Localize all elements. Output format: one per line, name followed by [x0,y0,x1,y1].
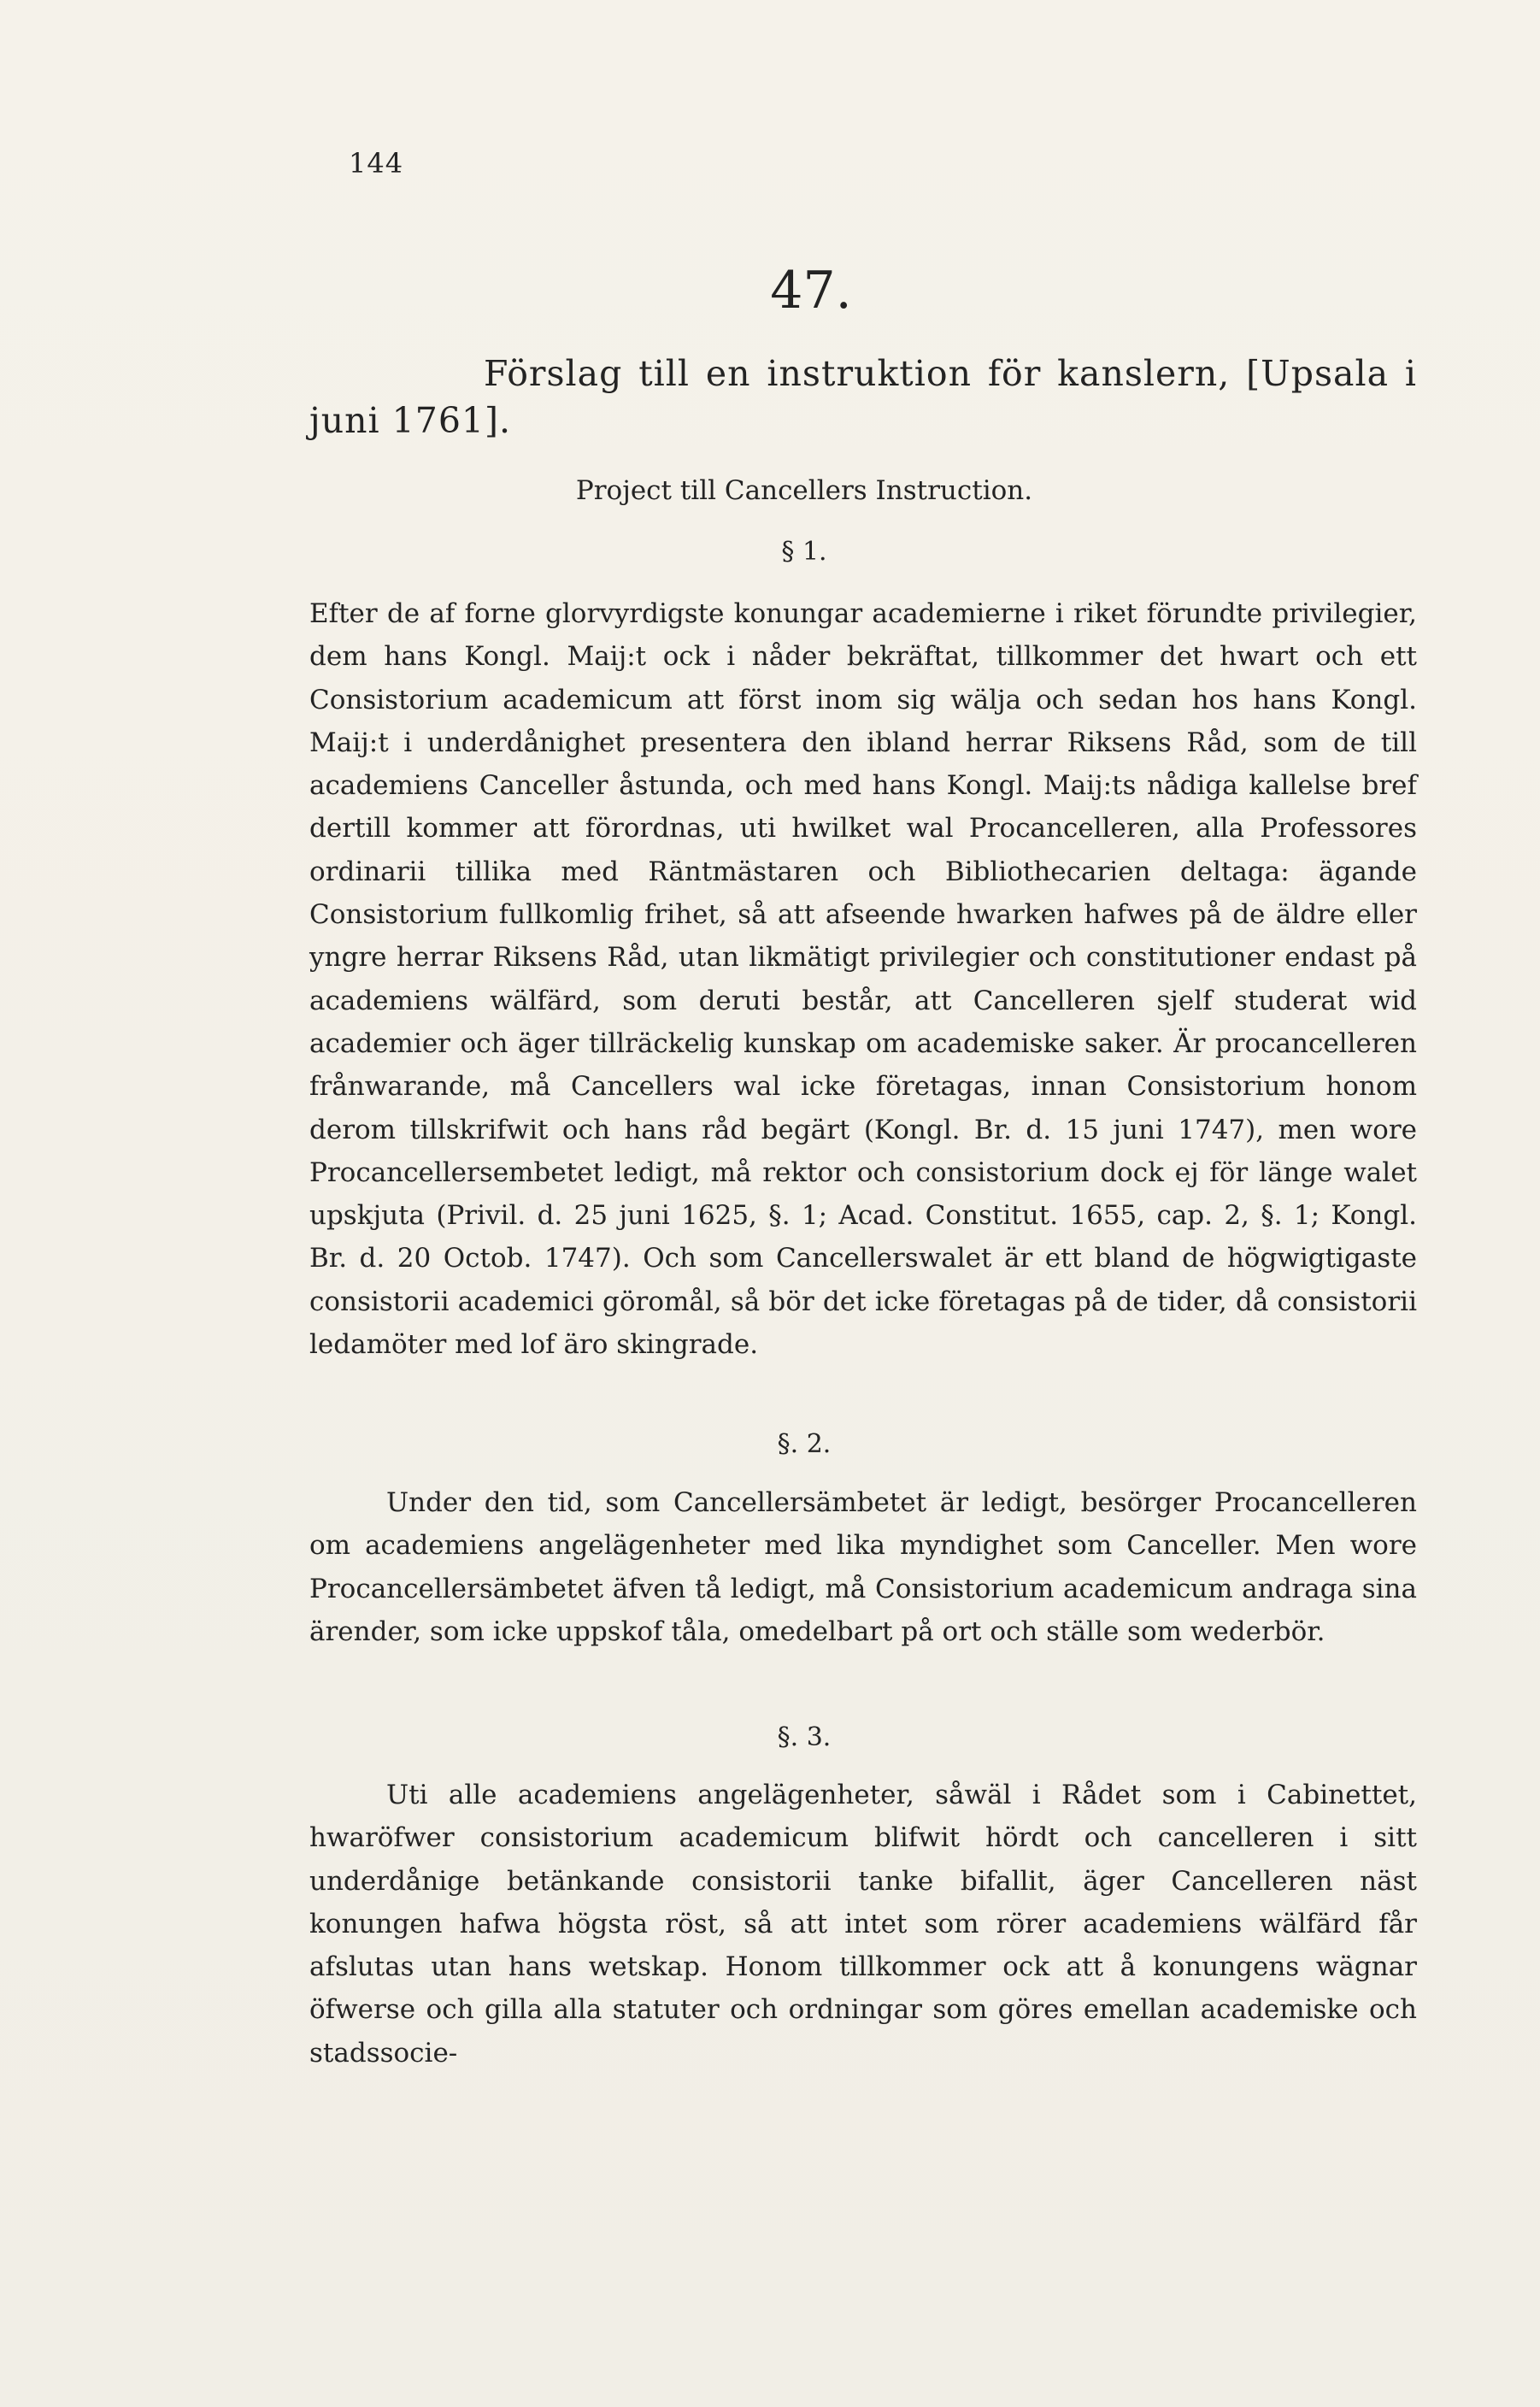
document-number: 47. [770,261,852,321]
section-mark-2: §. 2. [777,1429,832,1459]
section-mark-3: §. 3. [777,1722,832,1752]
section-paragraph-3: Uti alle academiens angelägenheter, såwäl i Rådet som i Cabinettet, hwaröfwer consistorium academicum blifwit hördt och cancelleren i sitt underdånige betänkande consistorii tanke bifallit, äger Cancelleren näst konungen hafwa högsta röst, så att intet som rörer academiens wälfärd får afslutas utan hans wetskap. Honom tillkommer ock att å konungens wägnar öfwerse och gilla alla statuter och ordningar som göres emellan academiske och stadssocie- [309,1780,1417,2069]
document-heading: Förslag till en instruktion för kanslern, [Upsala i juni 1761]. [309,353,1417,441]
page-number: 144 [349,147,404,179]
document-subtitle: Project till Cancellers Instruction. [575,475,1033,506]
section-paragraph-1: Efter de af forne glorvyrdigste konungar academierne i riket förundte privilegier, dem hans Kongl. Maij:t ock i nåder bekräftat, tillkommer det hwart och ett Consistorium academicum att först inom sig wälja och sedan hos hans Kongl. Maij:t i underdånighet presentera den ibland herrar Riksens Råd, som de till academiens Canceller åstunda, och med hans Kongl. Maij:ts nådiga kallelse bref dertill kommer att förordnas, uti hwilket wal Procancelleren, alla Professores ordinarii tillika med Räntmästaren och Bibliothecarien deltaga: ägande Consistorium fullkomlig frihet, så att afseende hwarken hafwes på de äldre eller yngre herrar Riksens Råd, utan likmätigt privilegier och constitutioner endast på academiens wälfärd, som deruti består, att Cancelleren sjelf studerat wid academier och äger tillräckelig kunskap om academiske saker. Är procancelleren frånwarande, må Cancellers wal icke företagas, innan Consistorium honom derom tillskrifwit och hans råd begärt (Kongl. Br. d. 15 juni 1747), men wore Procancellersembetet ledigt, må rektor och consistorium dock ej för länge walet upskjuta (Privil. d. 25 juni 1625, §. 1; Acad. Constitut. 1655, cap. 2, §. 1; Kongl. Br. d. 20 Octob. 1747). Och som Cancellerswalet är ett bland de högwigtigaste consistorii academici göromål, så bör det icke företagas på de tider, då consistorii ledamöter med lof äro skingrade. [309,598,1417,1361]
section-paragraph-2: Under den tid, som Cancellersämbetet är ledigt, besörger Procancelleren om academiens angelägenheter med lika myndighet som Canceller. Men wore Procancellersämbetet äfven tå ledigt, må Consistorium academicum andraga sina ärender, som icke uppskof tåla, omedelbart på ort och ställe som wederbör. [309,1487,1417,1647]
section-mark-1: § 1. [781,537,827,567]
